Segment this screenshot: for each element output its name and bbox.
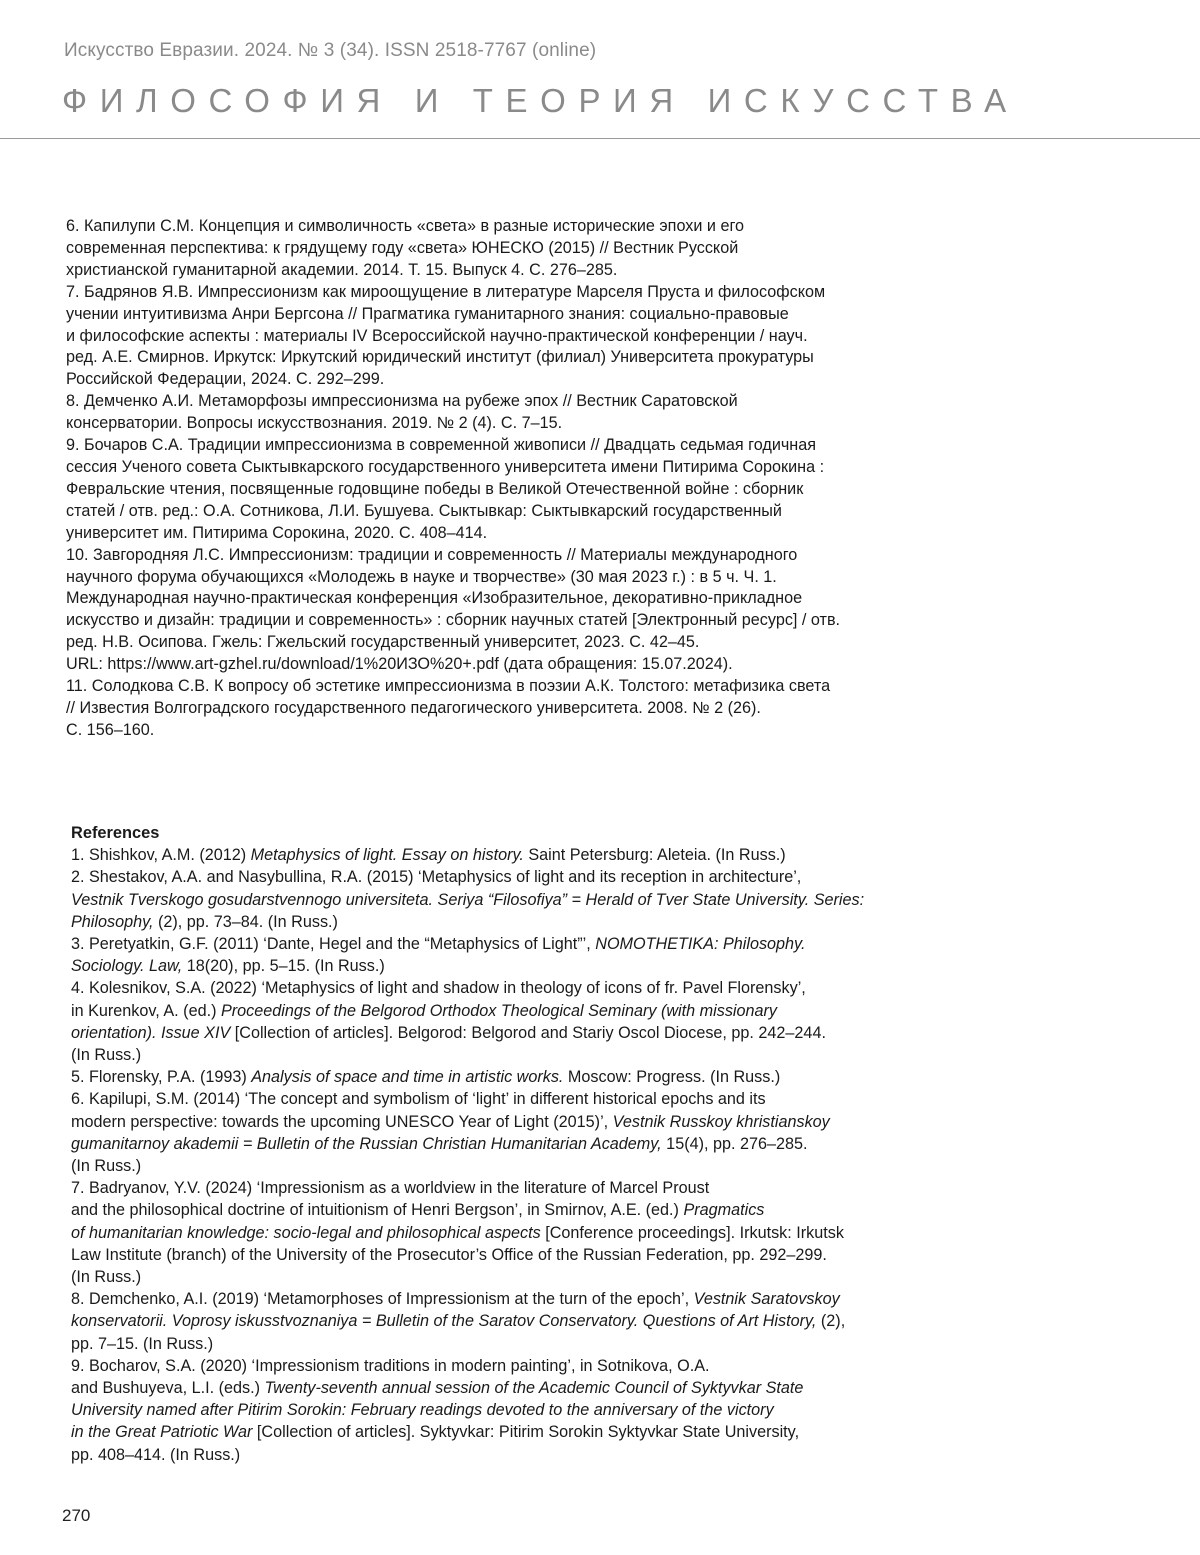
reference-text: and the philosophical doctrine of intuitionism of Henri Bergson’, in Smirnov, A.E. (ed.) [71,1201,684,1220]
reference-italic-text: gumanitarnoy akademii = Bulletin of the Russian Christian Humanitarian Academy, [71,1134,662,1153]
reference-text: 7. Badryanov, Y.V. (2024) ‘Impressionism as a worldview in the literature of Marcel Proust [71,1179,710,1198]
reference-italic-text: konservatorii. Voprosy iskusstvoznaniya = Bulletin of the Saratov Conservatory. Questions of Art History, [71,1312,817,1331]
reference-text: ред. Н.В. Осипова. Гжель: Гжельский государственный университет, 2023. С. 42–45. [66,633,700,652]
reference-text: (In Russ.) [71,1268,142,1287]
english-reference-section [71,822,971,1466]
reference-line [66,698,966,720]
reference-line [71,1044,971,1066]
reference-line [71,911,971,933]
reference-line [71,1000,971,1022]
reference-italic-text: Twenty-seventh annual session of the Academic Council of Syktyvkar State [264,1379,804,1398]
reference-text: // Известия Волгоградского государственного педагогического университета. 2008. № 2 (26). [66,698,761,717]
section-title: ФИЛОСОФИЯ И ТЕОРИЯ ИСКУССТВА [62,82,1019,119]
reference-line [66,282,966,304]
reference-line [66,720,966,742]
reference-line [71,1066,971,1088]
reference-line [71,844,971,866]
reference-line [71,955,971,977]
reference-line [66,304,966,326]
reference-text: 9. Бочаров С.А. Традиции импрессионизма в современной живописи // Двадцать седьмая годичная [66,436,817,455]
reference-text: 8. Demchenko, A.I. (2019) ‘Metamorphoses of Impressionism at the turn of the epoch’, [71,1290,694,1309]
reference-text: 3. Peretyatkin, G.F. (2011) ‘Dante, Hegel and the “Metaphysics of Light”’, [71,935,596,954]
reference-italic-text: in the Great Patriotic War [71,1423,253,1442]
reference-line [66,435,966,457]
reference-text: in Kurenkov, A. (ed.) [71,1001,221,1020]
reference-text: 8. Демченко А.И. Метаморфозы импрессионизма на рубеже эпох // Вестник Саратовской [66,392,738,411]
reference-line [71,1333,971,1355]
reference-text: (2), pp. 73–84. (In Russ.) [153,912,338,931]
reference-entry [71,1088,971,1177]
reference-entry [66,282,966,392]
reference-entry [71,866,971,933]
reference-italic-text: Metaphysics of light. Essay on history. [250,846,524,865]
reference-text: 18(20), pp. 5–15. (In Russ.) [182,957,385,976]
reference-entry [71,1355,971,1466]
reference-entry [66,216,966,282]
reference-italic-text: Vestnik Saratovskoy [693,1290,840,1309]
reference-text: ред. А.Е. Смирнов. Иркутск: Иркутский юридический институт (филиал) Университета прокуратуры [66,348,814,367]
reference-text: 1. Shishkov, A.M. (2012) [71,846,251,865]
reference-text: университет им. Питирима Сорокина, 2020. С. 408–414. [66,523,488,542]
reference-text: современная перспектива: к грядущему году «света» ЮНЕСКО (2015) // Вестник Русской [66,238,739,257]
reference-text: 2. Shestakov, A.A. and Nasybullina, R.A. (2015) ‘Metaphysics of light and its reception in architecture’, [71,868,802,887]
reference-italic-text: Analysis of space and time in artistic works. [251,1068,564,1087]
reference-line [66,567,966,589]
references-heading: References [71,824,160,842]
reference-line [71,977,971,999]
reference-line [66,369,966,391]
reference-italic-text: University named after Pitirim Sorokin: February readings devoted to the anniversary of the victory [71,1401,774,1420]
reference-text: 6. Капилупи С.М. Концепция и символичность «света» в разные исторические эпохи и его [66,217,744,235]
reference-line [66,588,966,610]
reference-line [71,1244,971,1266]
reference-entry [66,391,966,435]
reference-text: 4. Kolesnikov, S.A. (2022) ‘Metaphysics of light and shadow in theology of icons of fr. Pavel Florensky’, [71,979,806,998]
reference-entry [71,977,971,1066]
reference-entry [71,1177,971,1288]
reference-text: modern perspective: towards the upcoming UNESCO Year of Light (2015)’, [71,1112,613,1131]
reference-line [66,260,966,282]
reference-line [66,413,966,435]
reference-entry [71,844,971,866]
reference-italic-text: orientation). Issue XIV [71,1023,231,1042]
reference-entry [66,435,966,545]
reference-italic-text: Vestnik Russkoy khristianskoy [612,1112,830,1131]
reference-line [66,238,966,260]
reference-text: (In Russ.) [71,1157,142,1176]
reference-text: and Bushuyeva, L.I. (eds.) [71,1379,265,1398]
reference-entry [71,1066,971,1088]
reference-line [71,1111,971,1133]
reference-text: (In Russ.) [71,1046,142,1065]
reference-italic-text: Philosophy, [71,912,154,931]
reference-line [66,610,966,632]
reference-line [71,889,971,911]
reference-text: Февральские чтения, посвященные годовщине победы в Великой Отечественной войне : сборник [66,479,804,498]
reference-entry [66,545,966,676]
reference-line [71,933,971,955]
reference-italic-text: Sociology. Law, [71,957,183,976]
reference-text: сессия Ученого совета Сыктывкарского государственного университета имени Питирима Сорокина : [66,457,825,476]
reference-line [71,1444,971,1466]
reference-text: учении интуитивизма Анри Бергсона // Прагматика гуманитарного знания: социально-правовые [66,304,789,323]
reference-text: [Collection of articles]. Syktyvkar: Pitirim Sorokin Syktyvkar State University, [252,1423,800,1442]
reference-text: 6. Kapilupi, S.M. (2014) ‘The concept and symbolism of ‘light’ in different historical epochs and its [71,1090,766,1109]
reference-text: [Conference proceedings]. Irkutsk: Irkutsk [540,1223,844,1242]
reference-text: URL: https://www.art-gzhel.ru/download/1%20ИЗО%20+.pdf (дата обращения: 15.07.2024). [66,655,733,674]
reference-text: [Collection of articles]. Belgorod: Belgorod and Stariy Oscol Diocese, pp. 242–244. [230,1023,826,1042]
reference-line [71,1377,971,1399]
reference-entry [71,1288,971,1355]
reference-text: 15(4), pp. 276–285. [661,1134,808,1153]
reference-line [71,1022,971,1044]
reference-text: Российской Федерации, 2024. С. 292–299. [66,370,385,389]
reference-line [71,1133,971,1155]
reference-line [71,1222,971,1244]
reference-line [71,1266,971,1288]
reference-text: статей / отв. ред.: О.А. Сотникова, Л.И. Бушуева. Сыктывкар: Сыктывкарский государственный [66,501,782,520]
reference-text: консерватории. Вопросы искусствознания. 2019. № 2 (4). С. 7–15. [66,414,563,433]
reference-line [71,866,971,888]
reference-text: 9. Bocharov, S.A. (2020) ‘Impressionism traditions in modern painting’, in Sotnikova, O.A. [71,1356,710,1375]
reference-text: и философские аспекты : материалы IV Всероссийской научно-практической конференции / науч. [66,326,808,345]
reference-line [66,654,966,676]
reference-text: научного форума обучающихся «Молодежь в науке и творчестве» (30 мая 2023 г.) : в 5 ч. Ч. 1. [66,567,777,586]
reference-text: Международная научно-практическая конференция «Изобразительное, декоративно-прикладное [66,589,803,608]
reference-line [71,1288,971,1310]
reference-line [71,1177,971,1199]
reference-text: Moscow: Progress. (In Russ.) [563,1068,781,1087]
reference-text: pp. 7–15. (In Russ.) [71,1334,214,1353]
reference-line [66,391,966,413]
reference-text: 7. Бадрянов Я.В. Импрессионизм как мироощущение в литературе Марселя Пруста и философском [66,282,826,301]
reference-line [66,676,966,698]
page-number: 270 [62,1506,91,1525]
reference-italic-text: Vestnik Tverskogo gosudarstvennogo universiteta. Seriya “Filosofiya” = Herald of Tver State University. Series: [71,890,865,909]
english-reference-list [71,844,971,1466]
reference-text: 5. Florensky, P.A. (1993) [71,1068,252,1087]
reference-line [66,347,966,369]
reference-line [71,1421,971,1443]
reference-line [66,501,966,523]
reference-line [66,457,966,479]
reference-text: С. 156–160. [66,720,155,739]
header-divider [0,138,1200,139]
reference-text: Law Institute (branch) of the University of the Prosecutor’s Office of the Russian Federation, pp. 292–299. [71,1245,827,1264]
russian-reference-list [66,216,966,742]
reference-line [71,1310,971,1332]
reference-text: pp. 408–414. (In Russ.) [71,1445,241,1464]
reference-italic-text: Proceedings of the Belgorod Orthodox Theological Seminary (with missionary [220,1001,778,1020]
reference-line [66,523,966,545]
reference-line [71,1399,971,1421]
reference-text: искусство и дизайн: традиции и современность» : сборник научных статей [Электронный ресурс] / отв. [66,611,841,630]
reference-line [66,216,966,238]
reference-text: 11. Солодкова С.В. К вопросу об эстетике импрессионизма в поэзии А.К. Толстого: метафизика света [66,677,831,696]
reference-line [71,1199,971,1221]
reference-italic-text: NOMOTHETIKA: Philosophy. [595,935,806,954]
reference-italic-text: Pragmatics [683,1201,765,1220]
reference-text: (2), [816,1312,846,1331]
reference-line [71,1088,971,1110]
reference-line [66,545,966,567]
reference-entry [71,933,971,977]
reference-italic-text: of humanitarian knowledge: socio-legal and philosophical aspects [71,1223,541,1242]
reference-text: Saint Petersburg: Aleteia. (In Russ.) [523,846,786,865]
reference-text: 10. Завгородняя Л.С. Импрессионизм: традиции и современность // Материалы международного [66,545,798,564]
reference-text: христианской гуманитарной академии. 2014. Т. 15. Выпуск 4. С. 276–285. [66,260,618,279]
reference-line [71,1155,971,1177]
reference-entry [66,676,966,742]
reference-line [66,479,966,501]
reference-line [66,326,966,348]
reference-line [66,632,966,654]
reference-line [71,1355,971,1377]
journal-issue-line: Искусство Евразии. 2024. № 3 (34). ISSN 2518-7767 (online) [64,40,597,61]
